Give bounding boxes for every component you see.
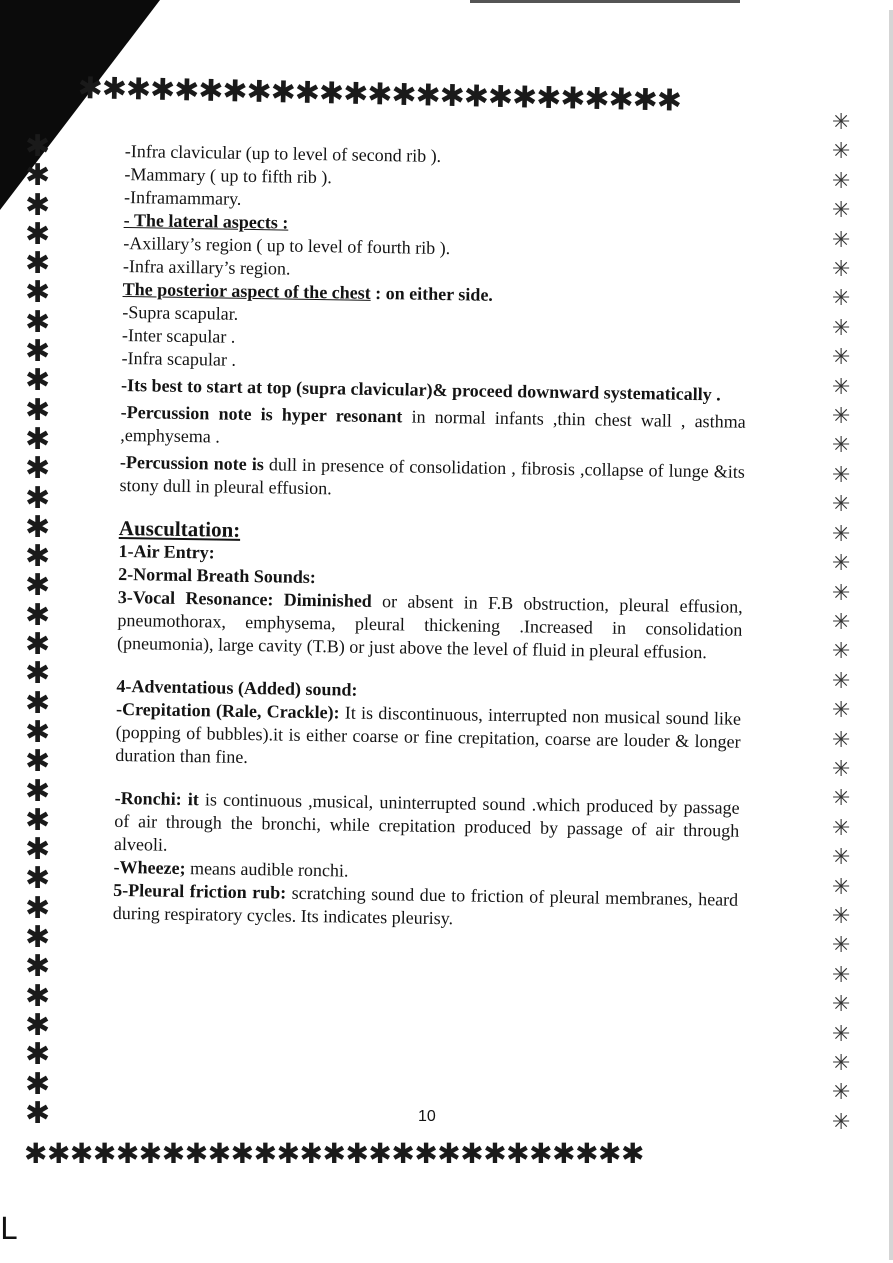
auscultation-heading: Auscultation:: [118, 515, 241, 542]
note-dull-rest: dull in presence of consolidation , fibrosis ,collapse of lunge &its stony dull in pleural effusion.: [119, 454, 746, 499]
page-number: 10: [418, 1108, 436, 1125]
vocal-bold: 3-Vocal Resonance: Diminished: [117, 586, 372, 611]
vocal-rest: or absent in F.B obstruction, pleural effusion, pneumothorax, emphysema, pleural thickening .Increased in consolidation (pneumonia), large cavity (T.B) or just above the level of fluid in pleural effusion.: [116, 590, 743, 663]
line-infra-scapular: -Infra scapular .: [121, 347, 237, 370]
posterior-heading: The posterior aspect of the chest: [122, 278, 371, 303]
border-left-stars: ✱ ✱ ✱ ✱ ✱ ✱ ✱ ✱ ✱ ✱ ✱ ✱ ✱ ✱ ✱ ✱ ✱ ✱ ✱ ✱ ✱ ✱ ✱ ✱ ✱ ✱ ✱ ✱ ✱ ✱ ✱ ✱ ✱ ✱: [25, 129, 51, 1131]
pleural-bold: 5-Pleural friction rub:: [113, 879, 287, 903]
line-mammary: -Mammary ( up to fifth rib ).: [124, 163, 333, 188]
ronchi: [114, 787, 740, 866]
page-content: [113, 140, 750, 935]
ronchi-rest: is continuous ,musical, uninterrupted sound .which produced by passage of air through the bronchi, while crepitation produced by passage of air through alveoli.: [113, 789, 740, 855]
normal-breath-sounds: 2-Normal Breath Sounds:: [118, 563, 317, 588]
crepitation-bold: -Crepitation (Rale, Crackle):: [115, 698, 340, 723]
wheeze-rest: means audible ronchi.: [185, 858, 349, 881]
pleural-friction-rub: [113, 879, 739, 935]
adventitious-heading: 4-Adventatious (Added) sound:: [116, 675, 358, 700]
line-axillary: -Axillary’s region ( up to level of fourth rib ).: [123, 232, 451, 259]
note-hyper-resonant: [120, 401, 746, 457]
crepitation: [115, 698, 741, 777]
line-supra-scapular: -Supra scapular.: [122, 301, 239, 324]
note-start: -Its best to start at top (supra clavicular)& proceed downward systematically .: [120, 374, 721, 405]
note-dull: [119, 451, 745, 507]
crepitation-rest: It is discontinuous, interrupted non musical sound like (popping of bubbles).it is either coarse or fine crepitation, coarse are louder & longer duration than fine.: [115, 702, 742, 768]
line-infra-axillary: -Infra axillary’s region.: [122, 255, 291, 279]
border-top-stars: ✱✱✱✱✱✱✱✱✱✱✱✱✱✱✱✱✱✱✱✱✱✱✱✱✱: [77, 71, 682, 119]
note-hyper-bold: -Percussion note is hyper resonant: [120, 401, 403, 427]
lateral-heading: - The lateral aspects :: [123, 209, 289, 233]
scan-top-line: [470, 0, 740, 3]
line-infra-clavicular: -Infra clavicular (up to level of second rib ).: [124, 140, 442, 166]
ronchi-bold: -Ronchi: it: [114, 787, 199, 810]
scan-bottom-mark: L: [0, 1212, 17, 1247]
scan-right-edge: [889, 10, 893, 1260]
note-hyper-rest: in normal infants ,thin chest wall , asthma ,emphysema .: [120, 406, 746, 447]
air-entry: 1-Air Entry:: [118, 540, 215, 563]
pleural-rest: scratching sound due to friction of pleural membranes, heard during respiratory cycles. Its indicates pleurisy.: [112, 882, 739, 929]
line-inter-scapular: -Inter scapular .: [121, 324, 236, 347]
line-inframammary: -Inframammary.: [123, 186, 242, 209]
note-dull-bold: -Percussion note is: [119, 451, 264, 475]
vocal-resonance: [117, 586, 743, 665]
border-bottom-stars: ✱✱✱✱✱✱✱✱✱✱✱✱✱✱✱✱✱✱✱✱✱✱✱✱✱✱✱: [24, 1137, 644, 1170]
posterior-suffix: : on either side.: [370, 282, 494, 305]
border-right-stars: ✳ ✳ ✳ ✳ ✳ ✳ ✳ ✳ ✳ ✳ ✳ ✳ ✳ ✳ ✳ ✳ ✳ ✳ ✳ ✳ ✳ ✳ ✳ ✳ ✳ ✳ ✳ ✳ ✳ ✳ ✳ ✳ ✳ ✳ ✳: [832, 110, 851, 1135]
wheeze-bold: -Wheeze;: [113, 856, 186, 879]
